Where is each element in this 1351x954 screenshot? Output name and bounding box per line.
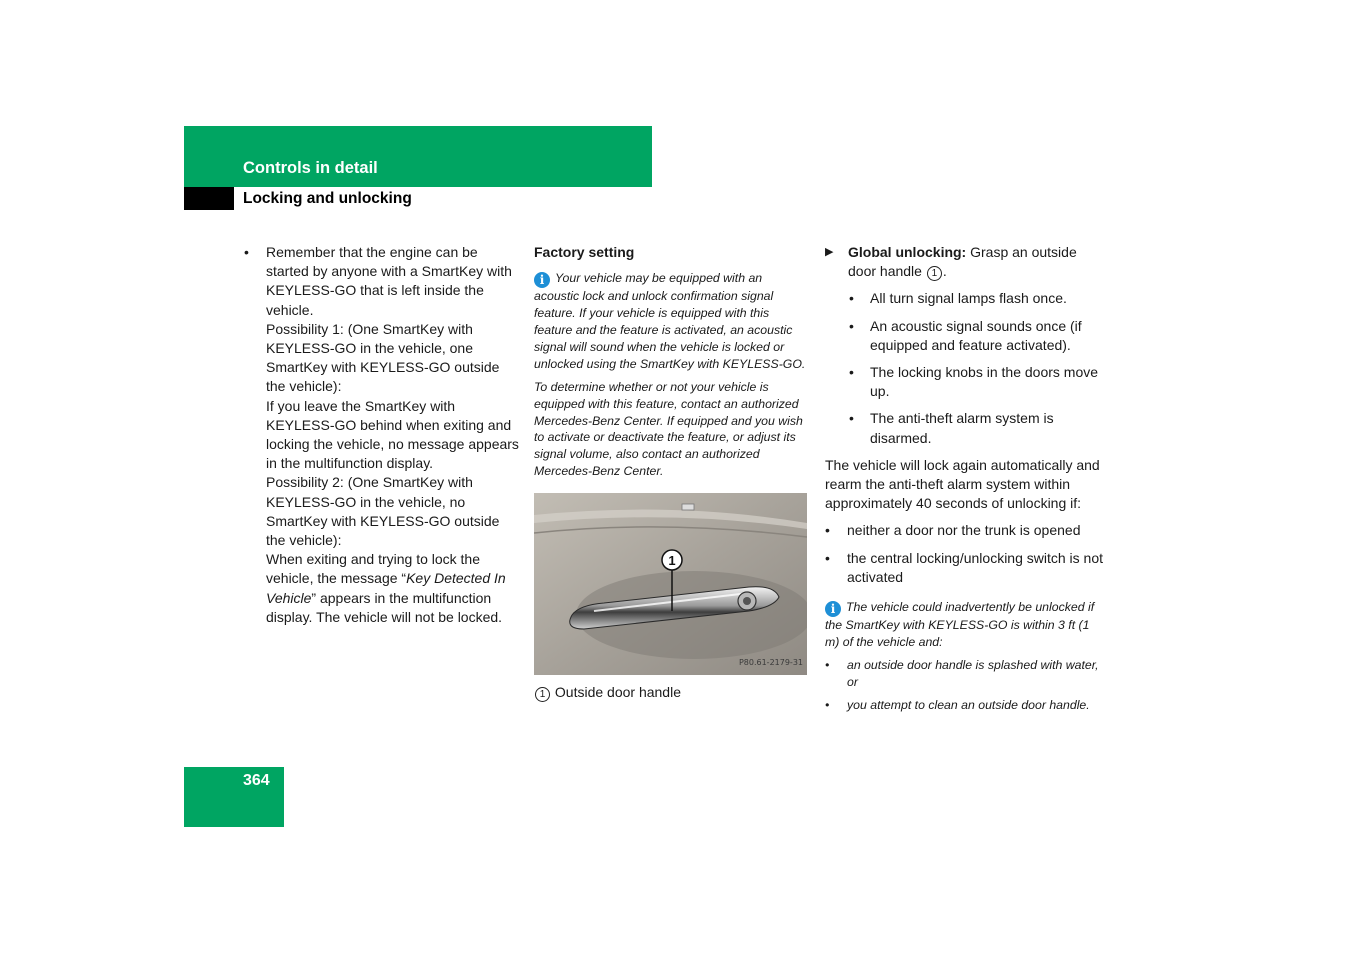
display-message: Key Detected In Vehicle bbox=[266, 570, 506, 606]
list-item: • An acoustic signal sounds once (if equipped and feature activated). bbox=[849, 317, 1082, 353]
bullet-icon: • bbox=[849, 364, 854, 381]
subsection-title: Locking and unlocking bbox=[243, 190, 412, 207]
factory-setting-heading: Factory setting bbox=[534, 244, 635, 260]
possibility-2-text: When exiting and trying to lock the vehicle, the message “Key Detected In Vehicle” appears in the multifunction display. The vehicle will not be locked. bbox=[266, 551, 506, 625]
figure-code: P80.61-2179-31 bbox=[738, 657, 803, 667]
column-right bbox=[825, 243, 1105, 714]
possibility-1-text: If you leave the SmartKey with KEYLESS-GO behind when exiting and locking the vehicle, no message appears in the multifunction display. bbox=[266, 397, 519, 472]
relock-text: The vehicle will lock again automatically and rearm the anti-theft alarm system within approximately 40 seconds of unlocking if: bbox=[825, 456, 1100, 512]
list-item: • neither a door nor the trunk is opened bbox=[825, 521, 1105, 540]
callout-number: 1 bbox=[927, 266, 942, 281]
possibility-2-intro: Possibility 2: (One SmartKey with KEYLESS-GO in the vehicle, no SmartKey with KEYLESS-GO outside the vehicle): bbox=[266, 474, 500, 549]
bullet-icon: • bbox=[849, 317, 854, 334]
possibility-1-intro: Possibility 1: (One SmartKey with KEYLESS-GO in the vehicle, one SmartKey with KEYLESS-GO outside the vehicle): bbox=[266, 320, 500, 395]
info-icon: i bbox=[825, 601, 841, 617]
bullet-icon: • bbox=[825, 657, 830, 672]
figure-caption: 1 Outside door handle bbox=[534, 683, 808, 702]
column-left bbox=[244, 243, 519, 627]
list-item: • an outside door handle is splashed with water, or bbox=[825, 657, 1099, 689]
subheader-marker bbox=[184, 187, 234, 210]
door-handle-illustration bbox=[534, 493, 807, 675]
info-note-contact: To determine whether or not your vehicle is equipped with this feature, contact an authorized Mercedes-Benz Center. If equipped and you wish to activate or deactivate the feature, or adjust its signal volume, also contact an authorized Mercedes-Benz Center. bbox=[534, 379, 803, 479]
engine-warning-text: Remember that the engine can be started by anyone with a SmartKey with KEYLESS-GO that is left inside the vehicle. bbox=[266, 244, 512, 318]
bullet-icon: • bbox=[825, 697, 830, 712]
bullet-icon: • bbox=[244, 244, 249, 260]
warning-note: i The vehicle could inadvertently be unlocked if the SmartKey with KEYLESS-GO is within 3 ft (1 m) of the vehicle and: bbox=[825, 600, 1095, 649]
info-note: i Your vehicle may be equipped with an acoustic lock and unlock confirmation signal feature. If your vehicle is equipped with this feature and the feature is activated, an acoustic signal will sound when the vehicle is locked or unlocked using the SmartKey with KEYLESS-GO. bbox=[534, 271, 806, 371]
callout-number: 1 bbox=[535, 687, 550, 702]
section-title: Controls in detail bbox=[243, 159, 378, 177]
page-number: 364 bbox=[243, 772, 270, 789]
bullet-icon: • bbox=[825, 522, 830, 539]
instruction-step: ▶ Global unlocking: Grasp an outside door handle 1 . bbox=[825, 244, 1077, 280]
list-item: • All turn signal lamps flash once. bbox=[825, 289, 1105, 308]
bullet-icon: • bbox=[825, 549, 830, 566]
list-item bbox=[244, 243, 519, 627]
triangle-right-icon: ▶ bbox=[825, 246, 834, 258]
list-item: • The anti-theft alarm system is disarmed. bbox=[849, 410, 1054, 446]
info-icon: i bbox=[534, 272, 550, 288]
bullet-icon: • bbox=[849, 290, 854, 307]
callout-label: 1 bbox=[668, 553, 676, 569]
list-item: • you attempt to clean an outside door handle. bbox=[825, 697, 1090, 712]
bullet-icon: • bbox=[849, 410, 854, 427]
list-item: • the central locking/unlocking switch is not activated bbox=[825, 549, 1104, 585]
column-middle bbox=[534, 243, 808, 702]
list-item: • The locking knobs in the doors move up. bbox=[849, 364, 1099, 400]
door-handle-figure bbox=[534, 493, 807, 675]
step-label: Global unlocking: bbox=[848, 244, 967, 260]
